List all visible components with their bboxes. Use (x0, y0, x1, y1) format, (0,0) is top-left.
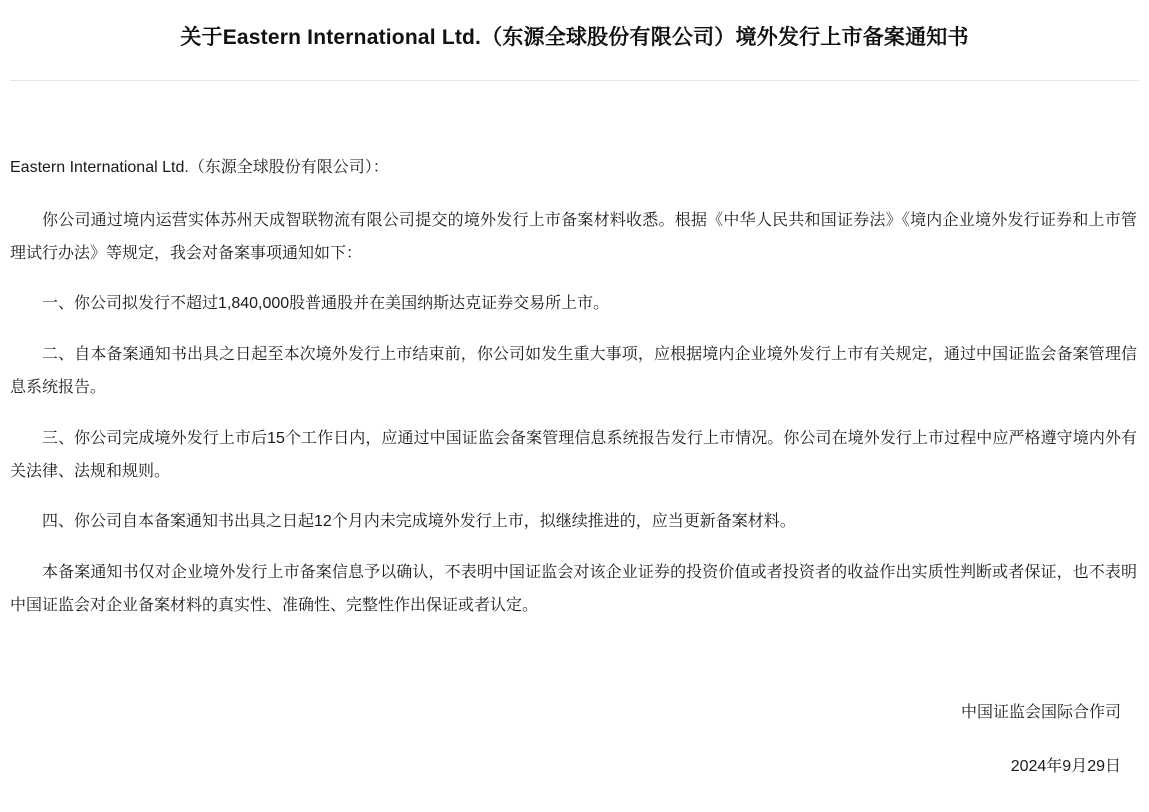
paragraph-item-3: 三、你公司完成境外发行上市后15个工作日内，应通过中国证监会备案管理信息系统报告发行上市情况。你公司在境外发行上市过程中应严格遵守境内外有关法律、法规和规则。 (10, 429, 1137, 480)
signature-issuer: 中国证监会国际合作司 (960, 703, 1121, 721)
paragraph-intro: 你公司通过境内运营实体苏州天成智联物流有限公司提交的境外发行上市备案材料收悉。根据《中华人民共和国证券法》《境内企业境外发行证券和上市管理试行办法》等规定，我会对备案事项通知如下： (10, 211, 1137, 262)
paragraph-item-2: 二、自本备案通知书出具之日起至本次境外发行上市结束前，你公司如发生重大事项，应根据境内企业境外发行上市有关规定，通过中国证监会备案管理信息系统报告。 (10, 346, 1137, 397)
paragraph-item-4: 四、你公司自本备案通知书出具之日起12个月内未完成境外发行上市，拟继续推进的，应当更新备案材料。 (42, 513, 796, 531)
document-body (0, 153, 1149, 783)
page-title: 关于Eastern International Ltd.（东源全球股份有限公司）境外发行上市备案通知书 (180, 26, 969, 49)
title-divider (10, 80, 1139, 81)
signature-date: 2024年9月29日 (1010, 757, 1121, 775)
paragraph-item-1: 一、你公司拟发行不超过1,840,000股普通股并在美国纳斯达克证券交易所上市。 (42, 295, 610, 313)
paragraph-disclaimer: 本备案通知书仅对企业境外发行上市备案信息予以确认，不表明中国证监会对该企业证券的投资价值或者投资者的收益作出实质性判断或者保证，也不表明中国证监会对企业备案材料的真实性、准确性、完整性作出保证或者认定。 (10, 564, 1137, 615)
salutation: Eastern International Ltd.（东源全球股份有限公司）： (10, 158, 389, 176)
